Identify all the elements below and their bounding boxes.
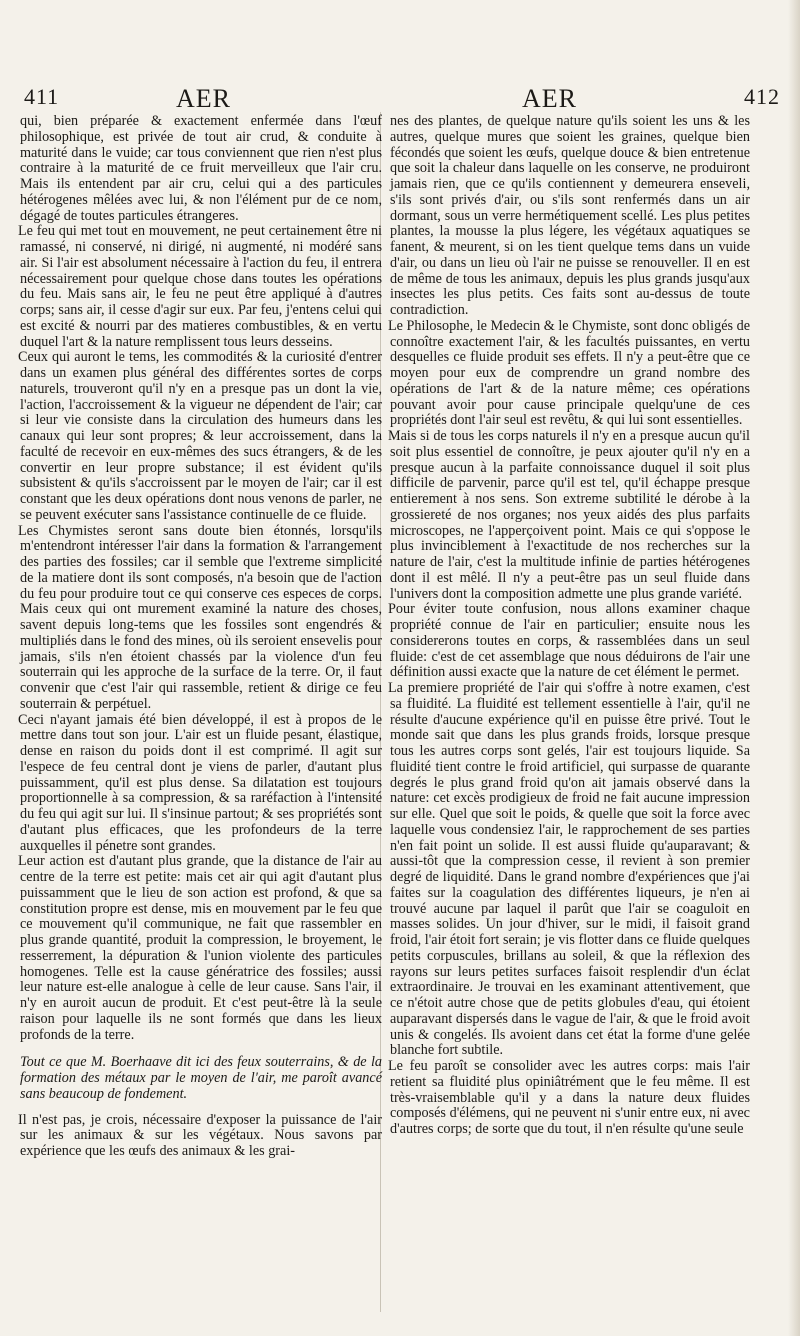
editorial-note: Tout ce que M. Boerhaave dit ici des feux souterrains, & de la formation des métaux par le moyen de l'air, me paroît avancé sans beaucoup de fondement. bbox=[20, 1054, 382, 1102]
left-running-head: AER bbox=[176, 84, 231, 113]
right-page-number: 412 bbox=[744, 84, 780, 109]
right-column bbox=[390, 114, 750, 1138]
paragraph: Le Philosophe, le Medecin & le Chymiste, sont donc obligés de connoître exactement l'air, & les facultés puissantes, en vertu desquelles ce fluide produit ses effets. Il n'y a peut-être que ce moyen pour eux de comprendre un grand nombre des opérations de l'art & de la nature même; ces opérations pouvant avoir pour cause principale quelqu'une de ces propriétés dont l'air seul est revêtu, & qui lui sont essentielles. bbox=[388, 317, 750, 429]
paragraph: nes des plantes, de quelque nature qu'ils soient les uns & les autres, quelque mures que soient les graines, quelque bien fécondés que soient les œufs, quelque douce & bien entretenue que soit la chaleur dans laquelle on les conserve, ne produiront jamais rien, que ce qu'ils contiennent y demeurera enseveli, s'ils sont privés d'air, ou s'ils sont renfermés dans un air dormant, sous un verre hermétiquement scellé. Les plus petites plantes, la mousse la plus légere, les végétaux aquatiques se fanent, & meurent, si on les tient quelque tems dans un vuide d'air, ou dans un lieu où l'air ne puisse se renouveller. Il en est de même de tous les animaux, depuis les plus grands jusqu'aux insectes les plus petits. Ces faits sont au-dessus de toute contradiction. bbox=[390, 113, 750, 318]
left-page-number: 411 bbox=[24, 84, 60, 109]
paragraph: Leur action est d'autant plus grande, que la distance de l'air au centre de la terre est petite: mais cet air qui agit d'autant plus puissamment que le lieu de son action est profond, & que sa constitution propre est dense, mis en mouvement par le feu que ce mouvement qu'il communique, ne fait que rassembler en plus grande quantité, produit la compression, le broyement, le resserrement, la dépuration & l'union violente des particules homogenes. Telle est la cause génératrice des fossiles; aussi leur nature est-elle analogue à celle de leur cause. Sans l'air, il n'y en auroit aucun de produit. Et c'est peut-être là la seule raison pour laquelle ils ne sont formés que dans les lieux profonds de la terre. bbox=[18, 853, 382, 1043]
paragraph: La premiere propriété de l'air qui s'offre à notre examen, c'est sa fluidité. La fluidité est tellement essentielle à l'air, qu'il ne résulte d'aucune expérience qu'il en puisse être privé. Tout le monde sait que dans les plus grands froids, lorsque presque tous les autres corps sont gelés, l'air est toujours liquide. Sa fluidité tient contre le froid artificiel, qui surpasse de quarante degrés le plus grand froid qu'on ait jamais observé dans la nature: cet excès prodigieux de froid ne fait aucune impression sur elle. Quel que soit le poids, & quelle que soit la force avec laquelle vous condensiez l'air, le rapprochement de ses parties n'en fait point un solide. Il est aussi fluide qu'auparavant; & aussi-tôt que la compression cesse, il revient à son premier degré de liquidité. Dans le grand nombre d'expériences que j'ai faites sur la coagulation des différentes liqueurs, je n'en ai trouvé aucune par laquel il parût que l'air se coaguloit en masses solides. Un jour d'hiver, sur le midi, il faisoit grand froid, l'air étoit fort serain; je vis flotter dans ce fluide quelques petits corpuscules, brillans au soleil, & que la réflexion des rayons sur leurs petites surfaces faisoit resplendir d'un éclat extraordinaire. Je trouvai en les examinant attentivement, que ce n'étoit autre chose que de petits globules d'eau, qui étoient auparavant dispersés dans le vague de l'air, & que le froid avoit unis & congelés. Ils avoient dans cet état la forme d'une gelée blanche fort subtile. bbox=[388, 680, 750, 1059]
page-spine-shadow bbox=[788, 0, 800, 1336]
paragraph: Mais si de tous les corps naturels il n'y en a presque aucun qu'il soit plus essentiel de connoître, je peux ajouter qu'il n'y en a presque aucun à la parfaite connoissance duquel il soit plus difficile de parvenir, parce qu'il est tel, qu'il échappe presque entierement à nos sens. Son extreme subtilité le dérobe à la grossiereté de nos organes; nos yeux aidés des plus parfaits microscopes, ne l'apperçoivent point. Mais ce qui s'oppose le plus invinciblement à l'exactitude de nos recherches sur la nature de l'air, c'est la multitude infinie de parties hétérogenes dont il est mêlé. Il n'y a peut-être pas un seul fluide dans l'univers dont la composition admette une plus grande variété. bbox=[388, 428, 750, 602]
right-running-head: AER bbox=[522, 84, 577, 113]
paragraph: Ceci n'ayant jamais été bien développé, il est à propos de le mettre dans tout son jour. L'air est un fluide pesant, élastique, dense en raison du poids dont il est comprimé. Il agit sur l'espece de feu central dont je viens de parler, d'autant plus puissamment, qu'il est plus dense. Sa dilatation est toujours proportionnelle à sa compression, & sa raréfaction à l'intensité du feu qui agit sur lui. Il s'insinue partout; & ses propriétés sont d'autant plus efficaces, que les profondeurs de la terre auxquelles il pénetre sont grandes. bbox=[18, 711, 382, 854]
paragraph: qui, bien préparée & exactement enfermée dans l'œuf philosophique, est privée de tout air crud, & conduite à maturité dans le vuide; car tous conviennent que rien n'est plus contraire à la maturité de ce fruit merveilleux que l'air cru. Mais ils entendent par air cru, celui qui a des particules hétérogenes mêlées avec lui, & non l'élément pur de ce nom, dégagé de toutes particules étrangeres. bbox=[20, 113, 382, 224]
paragraph: Le feu paroît se consolider avec les autres corps: mais l'air retient sa fluidité plus opiniâtrément que le feu même. Il est très-vraisemblable qu'il y a dans la nature deux fluides composés d'élémens, qui ne peuvent ni s'unir entre eux, ni avec d'autres corps; de sorte que du tout, il n'en résulte qu'une seule bbox=[388, 1058, 750, 1137]
paragraph: Ceux qui auront le tems, les commodités & la curiosité d'entrer dans un examen plus général des différentes sortes de corps naturels, trouveront qu'il n'y en a presque pas un dont la vie, l'action, l'accroissement & la vigueur ne dépendent de l'air; car si leur vie consiste dans la circulation des humeurs dans les canaux qui leur sont propres; & leur accroissement, dans la faculté de recevoir en eux-mêmes des sucs étrangers, & de les convertir en leur propre substance; il est évident qu'ils subsistent & qu'ils s'accroissent par le moyen de l'air; car il est constant que les deux opérations dont nous venons de parler, ne se peuvent exécuter sans l'assistance continuelle de ce fluide. bbox=[18, 349, 382, 523]
paragraph: Pour éviter toute confusion, nous allons examiner chaque propriété connue de l'air en particulier; ensuite nous les considererons toutes en corps, & rassemblées dans un seul fluide: c'est de cet assemblage que nous déduirons de l'air une définition aussi exacte que la nature de cet élément le permet. bbox=[388, 601, 750, 681]
paragraph: Il n'est pas, je crois, nécessaire d'exposer la puissance de l'air sur les animaux & sur les végétaux. Nous savons par expérience que les œufs des animaux & les grai- bbox=[18, 1111, 382, 1159]
left-column bbox=[20, 114, 382, 1160]
paragraph: Les Chymistes seront sans doute bien étonnés, lorsqu'ils m'entendront intéresser l'air dans la formation & l'arrangement des parties des fossiles; car il semble que l'extreme simplicité de la matiere dont ils sont composés, n'a besoin que de l'action du feu pour produire tout ce qui conserve ces especes de corps. Mais ceux qui ont murement examiné la nature des choses, savent depuis long-tems que les fossiles sont engendrés & multipliés dans le fond des mines, où ils seroient ensevelis pour jamais, s'ils n'en étoient chassés par la violence d'un feu souterrain qui les approche de la surface de la terre. Or, il faut convenir que c'est l'air qui rassemble, retient & dirige ce feu souterrain & perpétuel. bbox=[18, 522, 382, 712]
paragraph: Le feu qui met tout en mouvement, ne peut certainement être ni ramassé, ni conservé, ni dirigé, ni augmenté, ni modéré sans air. Si l'air est absolument nécessaire à l'action du feu, il entrera nécessairement pour quelque chose dans toutes les opérations du feu. Mais sans air, le feu ne peut être appliqué à d'autres corps; sans air, il cesse d'agir sur eux. Par feu, j'entens celui qui est excité & nourri par des matieres combustibles, & en vertu duquel l'art & la nature remplissent tous leurs desseins. bbox=[18, 223, 382, 350]
